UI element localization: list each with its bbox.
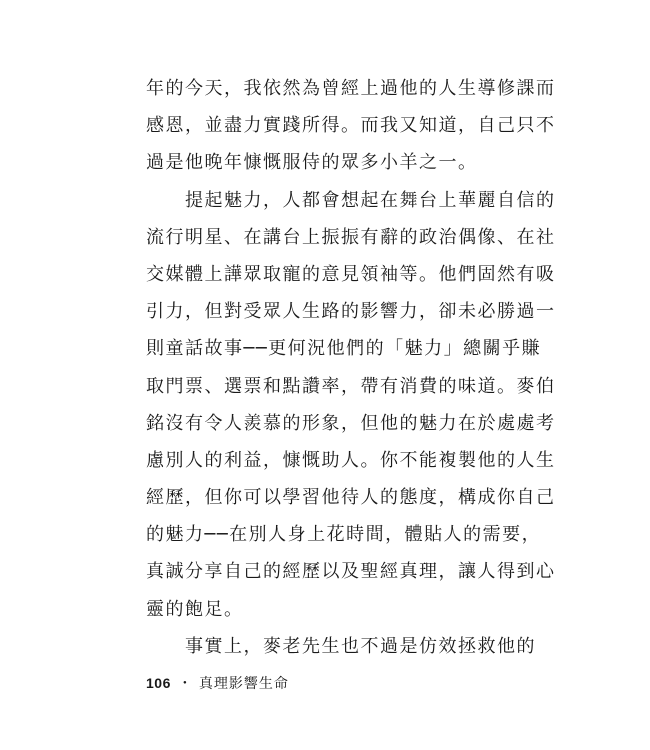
text-line: 感恩，並盡力實踐所得。而我又知道，自己只不 xyxy=(146,115,556,137)
text-line: 經歷，但你可以學習他待人的態度，構成你自己 xyxy=(146,487,556,509)
page-footer xyxy=(146,673,289,693)
page-number: 106 xyxy=(146,675,171,691)
paragraph-start-line: 事實上，麥老先生也不過是仿效拯救他的 xyxy=(146,635,536,657)
text-line: 引力，但對受眾人生路的影響力，卻未必勝過一 xyxy=(146,301,556,323)
text-line: 慮別人的利益，慷慨助人。你不能複製他的人生 xyxy=(146,449,556,471)
text-line: 流行明星、在講台上振振有辭的政治偶像、在社 xyxy=(146,226,556,248)
text-line: 取門票、選票和點讚率，帶有消費的味道。麥伯 xyxy=(146,375,556,397)
text-line: 過是他晚年慷慨服侍的眾多小羊之一。 xyxy=(146,152,478,174)
text-line: 靈的飽足。 xyxy=(146,598,244,620)
text-line: 年的今天，我依然為曾經上過他的人生導修課而 xyxy=(146,78,556,99)
running-title: 真理影響生命 xyxy=(198,676,289,692)
text-line: 交媒體上譁眾取寵的意見領袖等。他們固然有吸 xyxy=(146,263,556,285)
footer-separator: ・ xyxy=(177,676,192,692)
text-line: 則童話故事──更何況他們的「魅力」總關乎賺 xyxy=(146,338,542,360)
text-line: 真誠分享自己的經歷以及聖經真理，讓人得到心 xyxy=(146,561,556,583)
paragraph-start-line: 提起魅力，人都會想起在舞台上華麗自信的 xyxy=(146,189,556,211)
text-line: 銘沒有令人羨慕的形象，但他的魅力在於處處考 xyxy=(146,412,556,434)
body-text xyxy=(146,70,556,665)
text-line: 的魅力──在別人身上花時間，體貼人的需要， xyxy=(146,524,542,546)
